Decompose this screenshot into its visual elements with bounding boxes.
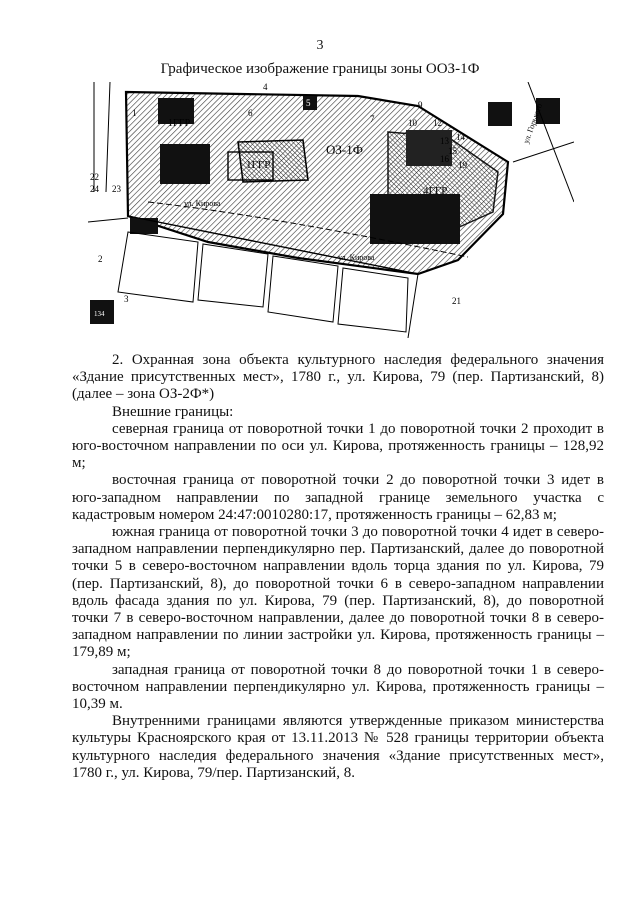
paragraph-south-border: южная граница от поворотной точки 3 до поворотной точки 4 идет в северо-западном направлении перпендикулярно пер. Партизанский, далее до поворотной точки 5 в северо-восточном направлении вдоль торца здания по ул. Кирова, 79 (пер. Партизанский, 8), до поворотной точки 6 в северо-западном направлении вдоль фасада здания по ул. Кирова, 79 (пер. Партизанский, 8), до поворотной точки 7 в северо-восточном направлении, далее до поворотной точки 8 в северо-западном направлении по линии застройки ул. Кирова, протяженность границы – 179,89 м; — [72, 524, 604, 661]
point-14: 14 — [456, 132, 465, 142]
point-23: 23 — [112, 184, 121, 194]
point-24: 24 — [90, 184, 99, 194]
point-22: 22 — [90, 172, 99, 182]
point-3: 3 — [124, 294, 129, 304]
label-1ggr: 1ГГР — [246, 159, 271, 171]
point-7: 7 — [370, 114, 375, 124]
page-number: 3 — [316, 38, 324, 53]
paragraph-zone-heading: 2. Охранная зона объекта культурного наследия федерального значения «Здание присутственных мест», 1780 г., ул. Кирова, 79 (пер. Партизанский, 8) (далее – зона ОЗ-2Ф*) — [72, 352, 604, 403]
point-21: 21 — [452, 296, 461, 306]
paragraph-east-border: восточная граница от поворотной точки 2 до поворотной точки 3 идет в юго-западном направлении по западной границе земельного участка с кадастровым номером 24:47:0010280:17, протяженность границы – 62,83 м; — [72, 472, 604, 523]
point-10: 10 — [408, 118, 417, 128]
body-text — [72, 352, 604, 782]
building-6 — [488, 102, 512, 126]
label-street-gorkogo: ул. Горького — [521, 102, 545, 145]
paragraph-west-border: западная граница от поворотной точки 8 до поворотной точки 1 в северо-восточном направлении перпендикулярно ул. Кирова, протяженность границы – 10,39 м. — [72, 661, 604, 713]
zone-map — [88, 82, 574, 338]
label-134: 134 — [94, 310, 105, 318]
label-1ggr-b: 1ГГР — [168, 118, 191, 129]
label-street-kirova-lower: ул. Кирова — [338, 253, 375, 262]
point-4: 4 — [263, 82, 268, 92]
point-13: 13 — [440, 136, 449, 146]
point-6: 6 — [248, 108, 253, 118]
point-15: 15 — [448, 146, 457, 156]
building-main — [370, 194, 460, 244]
building-1 — [160, 144, 210, 184]
point-5: 5 — [306, 98, 311, 108]
point-1: 1 — [132, 108, 137, 118]
page-title: Графическое изображение границы зоны ООЗ-1Ф — [160, 61, 480, 77]
label-street-kirova: ул. Кирова — [184, 199, 221, 208]
label-4ggr: 4ГГР — [423, 185, 448, 197]
paragraph-inner-borders: Внутренними границами являются утвержденные приказом министерства культуры Красноярского края от 13.11.2013 № 528 границы территории объекта культурного наследия федерального значения «Здание присутственных мест», 1780 г., ул. Кирова, 79/пер. Партизанский, 8. — [72, 713, 604, 781]
paragraph-north-border: северная граница от поворотной точки 1 до поворотной точки 2 проходит в юго-восточном направлении по оси ул. Кирова, протяженность границы – 128,92 м; — [72, 420, 604, 472]
point-16: 16 — [440, 154, 449, 164]
point-19: 19 — [458, 160, 467, 170]
building-7 — [130, 218, 158, 234]
point-2: 2 — [98, 254, 103, 264]
point-9: 9 — [418, 100, 423, 110]
label-oz1f: ОЗ-1Ф — [326, 142, 364, 157]
point-12: 12 — [433, 118, 442, 128]
paragraph-outer-borders: Внешние границы: — [112, 403, 234, 420]
